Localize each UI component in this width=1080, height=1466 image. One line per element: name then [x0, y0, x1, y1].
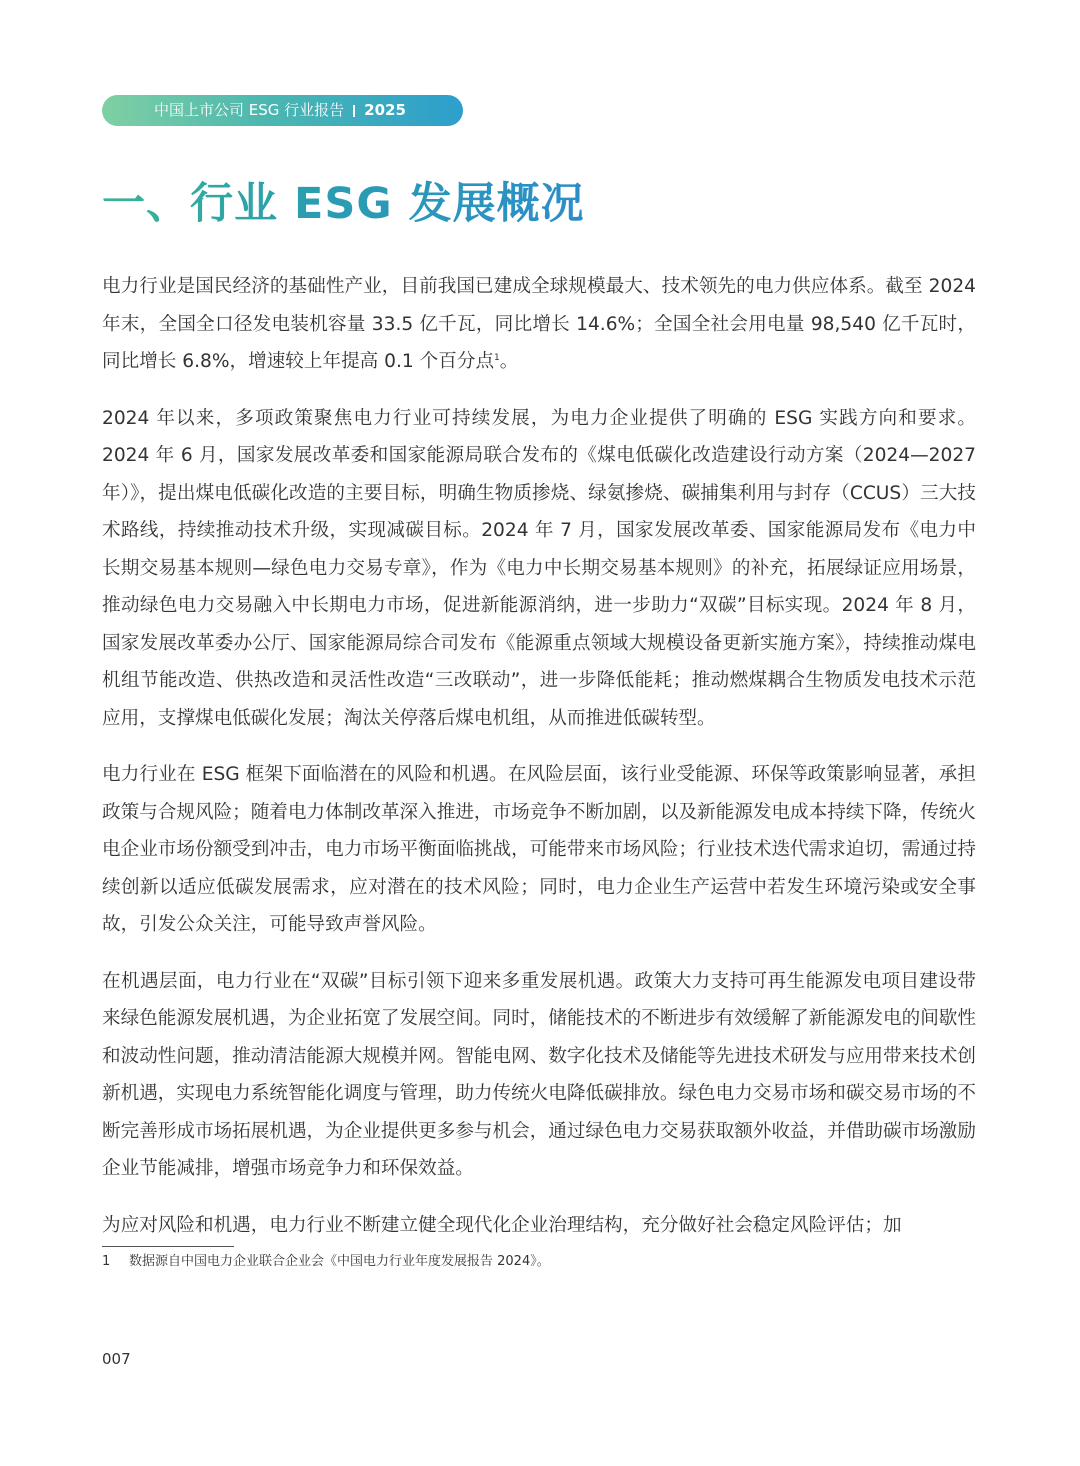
paragraph-5: 为应对风险和机遇，电力行业不断建立健全现代化企业治理结构，充分做好社会稳定风险评估；加 [102, 1214, 902, 1236]
footnote-divider [102, 1246, 234, 1247]
paragraph-2: 2024 年以来，多项政策聚焦电力行业可持续发展，为电力企业提供了明确的 ESG 实践方向和要求。2024 年 6 月，国家发展改革委和国家能源局联合发布的《煤电低碳化改造建设行动方案（2024—2027 年）》，提出煤电低碳化改造的主要目标，明确生物质掺烧、绿氨掺烧、碳捕集利用与封存（CCUS）三大技术路线，持续推动技术升级，实现减碳目标。2024 年 7 月，国家发展改革委、国家能源局发布《电力中长期交易基本规则—绿色电力交易专章》，作为《电力中长期交易基本规则》的补充，拓展绿证应用场景，推动绿色电力交易融入中长期电力市场，促进新能源消纳，进一步助力“双碳”目标实现。2024 年 8 月，国家发展改革委办公厅、国家能源局综合司发布《能源重点领域大规模设备更新实施方案》，持续推动煤电机组节能改造、供热改造和灵活性改造“三改联动”，进一步降低能耗；推动燃煤耦合生物质发电技术示范应用，支撑煤电低碳化发展；淘汰关停落后煤电机组，从而推进低碳转型。 [102, 407, 976, 729]
body-text [102, 268, 976, 1263]
paragraph-1-tail: 。 [499, 351, 519, 372]
paragraph-1-text: 电力行业是国民经济的基础性产业，目前我国已建成全球规模最大、技术领先的电力供应体系。截至 2024 年末，全国全口径发电装机容量 33.5 亿千瓦，同比增长 14.6%；全国全社会用电量 98,540 亿千瓦时，同比增长 6.8%，增速较上年提高 0.1 个百分点 [102, 276, 976, 372]
footnote-text: 数据源自中国电力企业联合企业会《中国电力行业年度发展报告 2024》。 [129, 1254, 550, 1269]
paragraph-3: 电力行业在 ESG 框架下面临潜在的风险和机遇。在风险层面，该行业受能源、环保等政策影响显著，承担政策与合规风险；随着电力体制改革深入推进，市场竞争不断加剧，以及新能源发电成本持续下降，传统火电企业市场份额受到冲击，电力市场平衡面临挑战，可能带来市场风险；行业技术迭代需求迫切，需通过持续创新以适应低碳发展需求，应对潜在的技术风险；同时，电力企业生产运营中若发生环境污染或安全事故，引发公众关注，可能导致声誉风险。 [102, 764, 976, 935]
report-header-badge [102, 95, 463, 126]
report-header-title: 中国上市公司 ESG 行业报告 [154, 101, 345, 119]
page-number: 007 [102, 1350, 131, 1368]
report-header-year: 2025 [364, 101, 406, 119]
section-title: 一、行业 ESG 发展概况 [102, 172, 585, 236]
paragraph-4: 在机遇层面，电力行业在“双碳”目标引领下迎来多重发展机遇。政策大力支持可再生能源发电项目建设带来绿色能源发展机遇，为企业拓宽了发展空间。同时，储能技术的不断进步有效缓解了新能源发电的间歇性和波动性问题，推动清洁能源大规模并网。智能电网、数字化技术及储能等先进技术研发与应用带来技术创新机遇，实现电力系统智能化调度与管理，助力传统火电降低碳排放。绿色电力交易市场和碳交易市场的不断完善形成市场拓展机遇，为企业提供更多参与机会，通过绿色电力交易获取额外收益，并借助碳市场激励企业节能减排，增强市场竞争力和环保效益。 [102, 970, 976, 1179]
paragraph-1 [102, 268, 976, 381]
footnote-ref[interactable]: 1 [494, 352, 500, 363]
header-separator [353, 105, 355, 117]
footnote [102, 1252, 550, 1272]
footnote-number: 1 [102, 1254, 111, 1269]
